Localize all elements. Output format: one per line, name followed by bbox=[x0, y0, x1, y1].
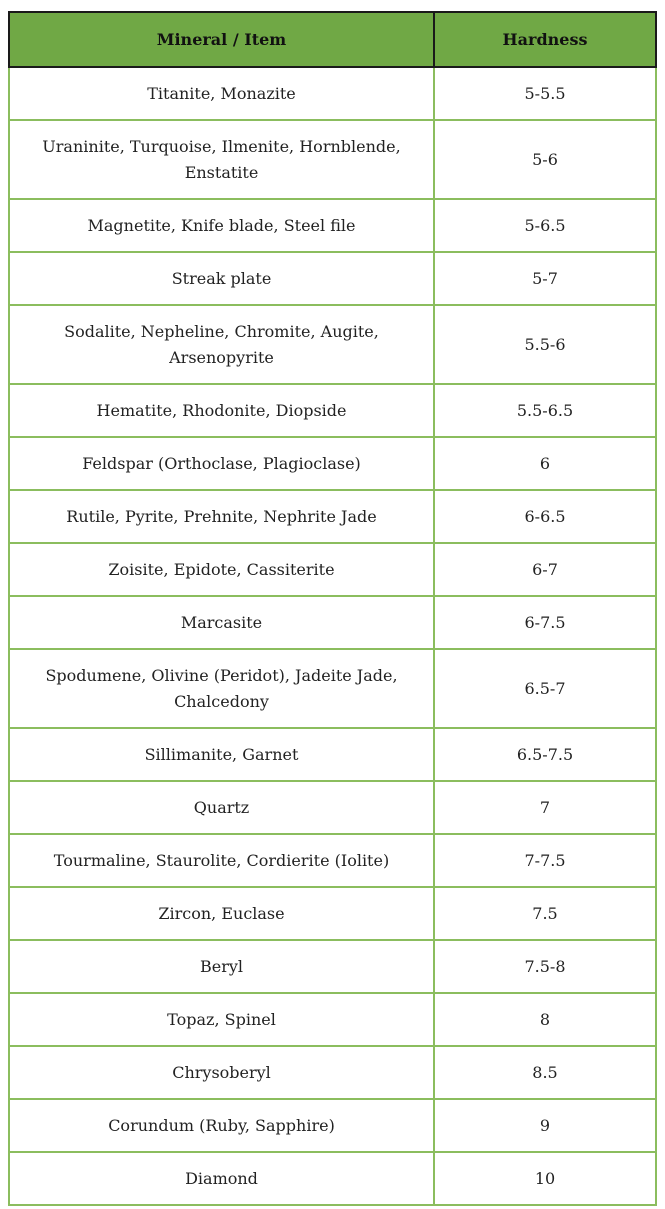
mineral-cell: Zircon, Euclase bbox=[9, 887, 434, 940]
mineral-cell: Diamond bbox=[9, 1152, 434, 1205]
hardness-cell: 6.5-7 bbox=[434, 649, 656, 728]
hardness-cell: 7 bbox=[434, 781, 656, 834]
hardness-cell: 5-7 bbox=[434, 252, 656, 305]
table-row bbox=[9, 490, 656, 543]
mineral-cell: Topaz, Spinel bbox=[9, 993, 434, 1046]
hardness-cell: 10 bbox=[434, 1152, 656, 1205]
mineral-cell: Quartz bbox=[9, 781, 434, 834]
header-row bbox=[9, 12, 656, 67]
table-row bbox=[9, 993, 656, 1046]
table-row bbox=[9, 940, 656, 993]
hardness-cell: 5-6 bbox=[434, 120, 656, 199]
table-row bbox=[9, 543, 656, 596]
table-row bbox=[9, 67, 656, 120]
mineral-cell: Spodumene, Olivine (Peridot), Jadeite Jade, Chalcedony bbox=[9, 649, 434, 728]
table-row bbox=[9, 834, 656, 887]
hardness-cell: 7.5-8 bbox=[434, 940, 656, 993]
hardness-cell: 9 bbox=[434, 1099, 656, 1152]
mineral-cell: Corundum (Ruby, Sapphire) bbox=[9, 1099, 434, 1152]
hardness-cell: 7.5 bbox=[434, 887, 656, 940]
hardness-cell: 6.5-7.5 bbox=[434, 728, 656, 781]
hardness-table bbox=[8, 11, 657, 1206]
mineral-cell: Hematite, Rhodonite, Diopside bbox=[9, 384, 434, 437]
hardness-cell: 6-7 bbox=[434, 543, 656, 596]
table-row bbox=[9, 199, 656, 252]
table-row bbox=[9, 1152, 656, 1205]
mineral-cell: Feldspar (Orthoclase, Plagioclase) bbox=[9, 437, 434, 490]
hardness-cell: 5.5-6.5 bbox=[434, 384, 656, 437]
mineral-cell: Uraninite, Turquoise, Ilmenite, Hornblende, Enstatite bbox=[9, 120, 434, 199]
table-row bbox=[9, 887, 656, 940]
table-row bbox=[9, 728, 656, 781]
hardness-cell: 5-5.5 bbox=[434, 67, 656, 120]
hardness-cell: 5.5-6 bbox=[434, 305, 656, 384]
table-row bbox=[9, 437, 656, 490]
hardness-cell: 6-7.5 bbox=[434, 596, 656, 649]
mineral-cell: Sodalite, Nepheline, Chromite, Augite, Arsenopyrite bbox=[9, 305, 434, 384]
table-row bbox=[9, 120, 656, 199]
hardness-cell: 6-6.5 bbox=[434, 490, 656, 543]
hardness-cell: 8.5 bbox=[434, 1046, 656, 1099]
mineral-cell: Sillimanite, Garnet bbox=[9, 728, 434, 781]
table-row bbox=[9, 1099, 656, 1152]
table-row bbox=[9, 252, 656, 305]
table-row bbox=[9, 384, 656, 437]
table-row bbox=[9, 596, 656, 649]
mineral-cell: Streak plate bbox=[9, 252, 434, 305]
header-mineral-item: Mineral / Item bbox=[9, 12, 434, 67]
header-hardness: Hardness bbox=[434, 12, 656, 67]
hardness-cell: 6 bbox=[434, 437, 656, 490]
mineral-cell: Chrysoberyl bbox=[9, 1046, 434, 1099]
mineral-cell: Magnetite, Knife blade, Steel file bbox=[9, 199, 434, 252]
hardness-cell: 7-7.5 bbox=[434, 834, 656, 887]
hardness-cell: 5-6.5 bbox=[434, 199, 656, 252]
table-row bbox=[9, 649, 656, 728]
mineral-cell: Beryl bbox=[9, 940, 434, 993]
mineral-cell: Marcasite bbox=[9, 596, 434, 649]
mineral-cell: Zoisite, Epidote, Cassiterite bbox=[9, 543, 434, 596]
mineral-cell: Rutile, Pyrite, Prehnite, Nephrite Jade bbox=[9, 490, 434, 543]
hardness-cell: 8 bbox=[434, 993, 656, 1046]
table-row bbox=[9, 781, 656, 834]
table-row bbox=[9, 1046, 656, 1099]
mineral-cell: Titanite, Monazite bbox=[9, 67, 434, 120]
mineral-cell: Tourmaline, Staurolite, Cordierite (Iolite) bbox=[9, 834, 434, 887]
table-row bbox=[9, 305, 656, 384]
